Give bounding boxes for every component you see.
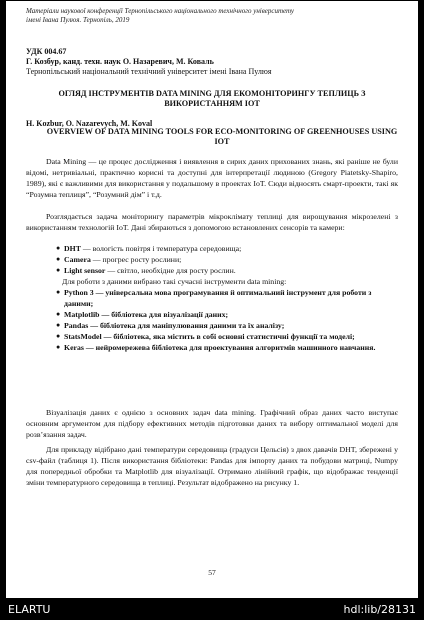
sensor-desc: — світло, необхідне для росту рослин. — [105, 266, 236, 275]
list-item — [26, 243, 398, 254]
sensor-name: Camera — [64, 255, 91, 264]
affiliation: Тернопільський національний технічний університет імені Івана Пулюя — [26, 67, 272, 76]
conference-header — [26, 7, 406, 25]
list-item — [26, 254, 398, 265]
paragraph-2: Розглядається задача моніторингу параметрів мікроклімату теплиці для вирощування мікрозелені з використанням технологій IoT. Дані збираються з допомогою встановлених сенсорів та камери: — [26, 212, 398, 232]
tools-intro: Для роботи з даними вибрано такі сучасні інструменти data mining: — [62, 277, 287, 286]
footer-repository-name: ELARTU — [8, 603, 51, 616]
udk-code: УДК 004.67 — [26, 47, 67, 56]
tool-desc: — бібліотека, яка містить в собі основні статистичні функції та моделі; — [101, 332, 355, 341]
page-number: 57 — [208, 568, 216, 577]
bullet-icon: ● — [56, 332, 61, 340]
list-item — [26, 331, 398, 342]
tool-name: StatsModel — [64, 332, 102, 341]
sensor-name: DHT — [64, 244, 81, 253]
bullet-icon: ● — [56, 266, 61, 274]
list-item — [26, 309, 398, 320]
header-line-1: Матеріали наукової конференції Тернопільського національного технічного університету — [26, 7, 295, 15]
footer-handle: hdl:lib/28131 — [343, 603, 416, 616]
sensor-list — [26, 243, 398, 276]
tools-list — [26, 287, 398, 353]
authors-english: H. Kozbur, O. Nazarevych, M. Koval — [26, 119, 153, 128]
paragraph-1: Data Mining — це процес дослідження і виявлення в сирих даних прихованих знань, які раніше не були відомі, нетривіальні, практично корисні та доступні для інтерпретації людиною (Gregory Piatetsky-Shapiro, 1989), які є важливими для використання у подальшому в проектах IoT. Сюди відносять смарт-проекти, такі як “Розумна теплиця”, “Розумний дім” і т.д. — [26, 157, 398, 199]
bullet-icon: ● — [56, 343, 61, 351]
bullet-icon: ● — [56, 310, 61, 318]
list-item — [26, 342, 398, 353]
tool-desc: — нейромережева бібліотека для проектування алгоритмів машинного навчання. — [83, 343, 376, 352]
paragraph-4: Для прикладу відібрано дані температури середовища (градуси Цельсія) з двох давачів DHT, збережені у csv-файл (таблиця 1). Після використання бібліотеки: Pandas для імпорту даних та побудови матриці, Numpy для попередньої обробки та Matplotlib для візуалізації. Отримано лінійний графік, що відображає тенденції зміни температурного середовища в теплиці. Результат відображено на рисунку 1. — [26, 445, 398, 487]
tool-desc: — бібліотека для візуалізації даних; — [99, 310, 229, 319]
tool-name: Pandas — [64, 321, 89, 330]
bullet-icon: ● — [56, 288, 61, 296]
list-item — [26, 287, 398, 309]
list-item — [26, 320, 398, 331]
sensor-desc: — вологість повітря і температура середовища; — [80, 244, 242, 253]
title-english: OVERVIEW OF DATA MINING TOOLS FOR ECO-MONITORING OF GREENHOUSES USING IOT — [46, 127, 398, 146]
sensor-desc: — прогрес росту рослини; — [90, 255, 182, 264]
tool-name: Matplotlib — [64, 310, 100, 319]
document-page — [6, 1, 418, 598]
paragraph-3: Візуалізація даних є однією з основних задач data mining. Графічний образ даних часто виступає основним аргументом для підбору ефективних методів підготовки даних та вибору оптимальної моделі для розв’язання задач. — [26, 408, 398, 439]
sensor-name: Light sensor — [64, 266, 106, 275]
bullet-icon: ● — [56, 321, 61, 329]
authors-ukrainian: Г. Козбур, канд. техн. наук О. Назаревич, М. Коваль — [26, 57, 214, 66]
title-ukrainian: ОГЛЯД ІНСТРУМЕНТІВ DATA MINING ДЛЯ ЕКОМОНІТОРИНГУ ТЕПЛИЦЬ З ВИКОРИСТАННЯМ IOT — [58, 89, 366, 108]
list-item — [26, 265, 398, 276]
tool-name: Python 3 — [64, 288, 94, 297]
tool-name: Keras — [64, 343, 84, 352]
header-line-2: імені Івана Пулюя. Тернопіль, 2019 — [26, 16, 130, 24]
bullet-icon: ● — [56, 244, 61, 252]
tool-desc: — бібліотека для маніпулювання даними та їх аналізу; — [88, 321, 285, 330]
bullet-icon: ● — [56, 255, 61, 263]
tool-desc: — універсальна мова програмування й оптимальний інструмент для роботи з даними; — [64, 288, 372, 308]
